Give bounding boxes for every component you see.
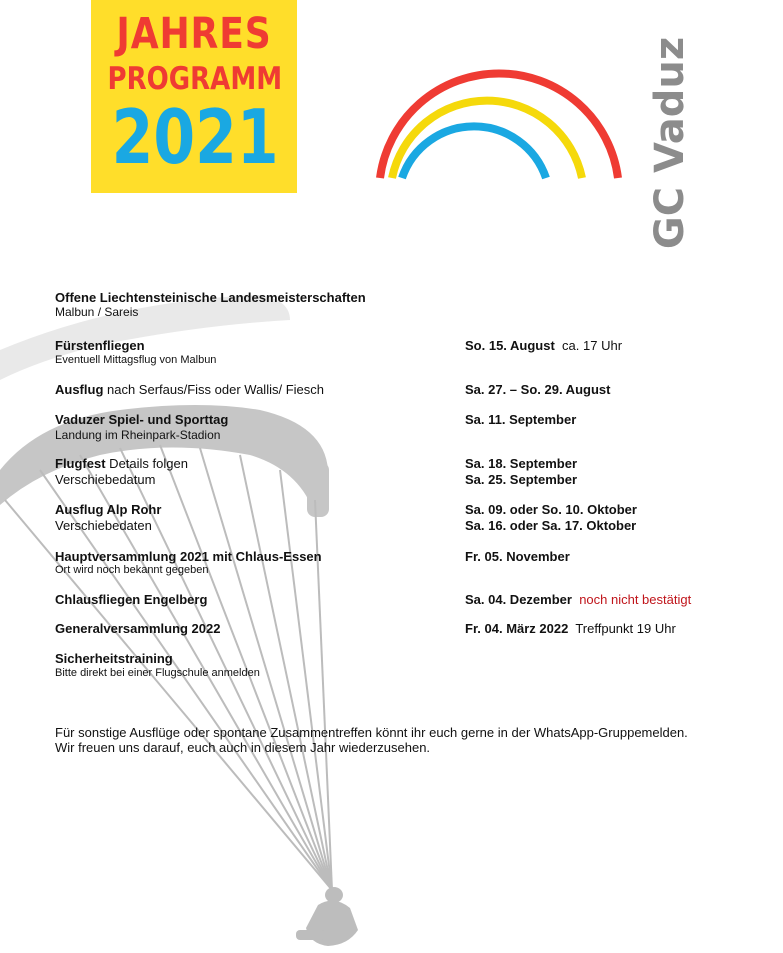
- event-date-row: [465, 592, 691, 607]
- event-date: Sa. 27. – So. 29. August: [465, 382, 611, 397]
- event-title: Hauptversammlung 2021 mit Chlaus-Essen: [55, 549, 322, 564]
- event-note: noch nicht bestätigt: [579, 592, 692, 607]
- event-date-row: [465, 621, 676, 636]
- footer-text-2: Wir freuen uns darauf, euch auch in diesem Jahr wiederzusehen.: [55, 740, 431, 755]
- footer-text-1: Für sonstige Ausflüge oder spontane Zusammentreffen könnt ihr euch gerne in der WhatsApp-Gruppemelden.: [55, 725, 688, 740]
- event-title-rest: Details folgen: [105, 456, 188, 471]
- event-date: Sa. 04. Dezember: [465, 592, 572, 607]
- event-title: Ausflug Alp Rohr: [55, 502, 162, 517]
- event-date-alt: Sa. 25. September: [465, 472, 577, 487]
- event-title: Ausflug: [55, 382, 104, 397]
- event-note: ca. 17 Uhr: [562, 338, 623, 353]
- rainbow-arcs-logo: [370, 50, 630, 185]
- event-title: Chlausfliegen Engelberg: [55, 592, 208, 607]
- event-title: Fürstenfliegen: [55, 338, 145, 353]
- event-title: Offene Liechtensteinische Landesmeisterschaften: [55, 290, 366, 305]
- event-title-row: [55, 382, 324, 397]
- event-date: Sa. 09. oder So. 10. Oktober: [465, 502, 637, 517]
- jahresprogramm-logo: [91, 0, 297, 193]
- event-subtitle: Eventuell Mittagsflug von Malbun: [55, 354, 217, 366]
- event-date: So. 15. August: [465, 338, 555, 353]
- event-date: Sa. 18. September: [465, 456, 577, 471]
- pilot: [296, 887, 358, 946]
- event-subtitle: Bitte direkt bei einer Flugschule anmelden: [55, 667, 260, 679]
- event-title: Vaduzer Spiel- und Sporttag: [55, 412, 229, 427]
- event-date-row: [465, 338, 622, 353]
- event-date: Sa. 11. September: [465, 412, 577, 427]
- event-title-row: [55, 456, 188, 471]
- event-title-rest: nach Serfaus/Fiss oder Wallis/ Fiesch: [103, 382, 324, 397]
- club-name-vertical: [640, 36, 700, 249]
- logo-line-2: PROGRAMM: [107, 61, 283, 97]
- event-date: Fr. 05. November: [465, 549, 570, 564]
- logo-year: 2021: [111, 93, 279, 181]
- event-date-alt: Sa. 16. oder Sa. 17. Oktober: [465, 518, 637, 533]
- event-subtitle: Ort wird noch bekannt gegeben: [55, 564, 209, 576]
- logo-line-1: JAHRES: [116, 9, 272, 59]
- event-title: Generalversammlung 2022: [55, 621, 221, 636]
- club-name: GC Vaduz: [647, 36, 693, 249]
- event-title: Flugfest: [55, 456, 106, 471]
- event-note: Treffpunkt 19 Uhr: [575, 621, 676, 636]
- event-date: Fr. 04. März 2022: [465, 621, 569, 636]
- event-line-2: Verschiebedaten: [55, 518, 152, 533]
- event-subtitle: Landung im Rheinpark-Stadion: [55, 428, 221, 442]
- event-title: Sicherheitstraining: [55, 651, 173, 666]
- event-line-2: Verschiebedatum: [55, 472, 156, 487]
- event-subtitle: Malbun / Sareis: [55, 305, 139, 319]
